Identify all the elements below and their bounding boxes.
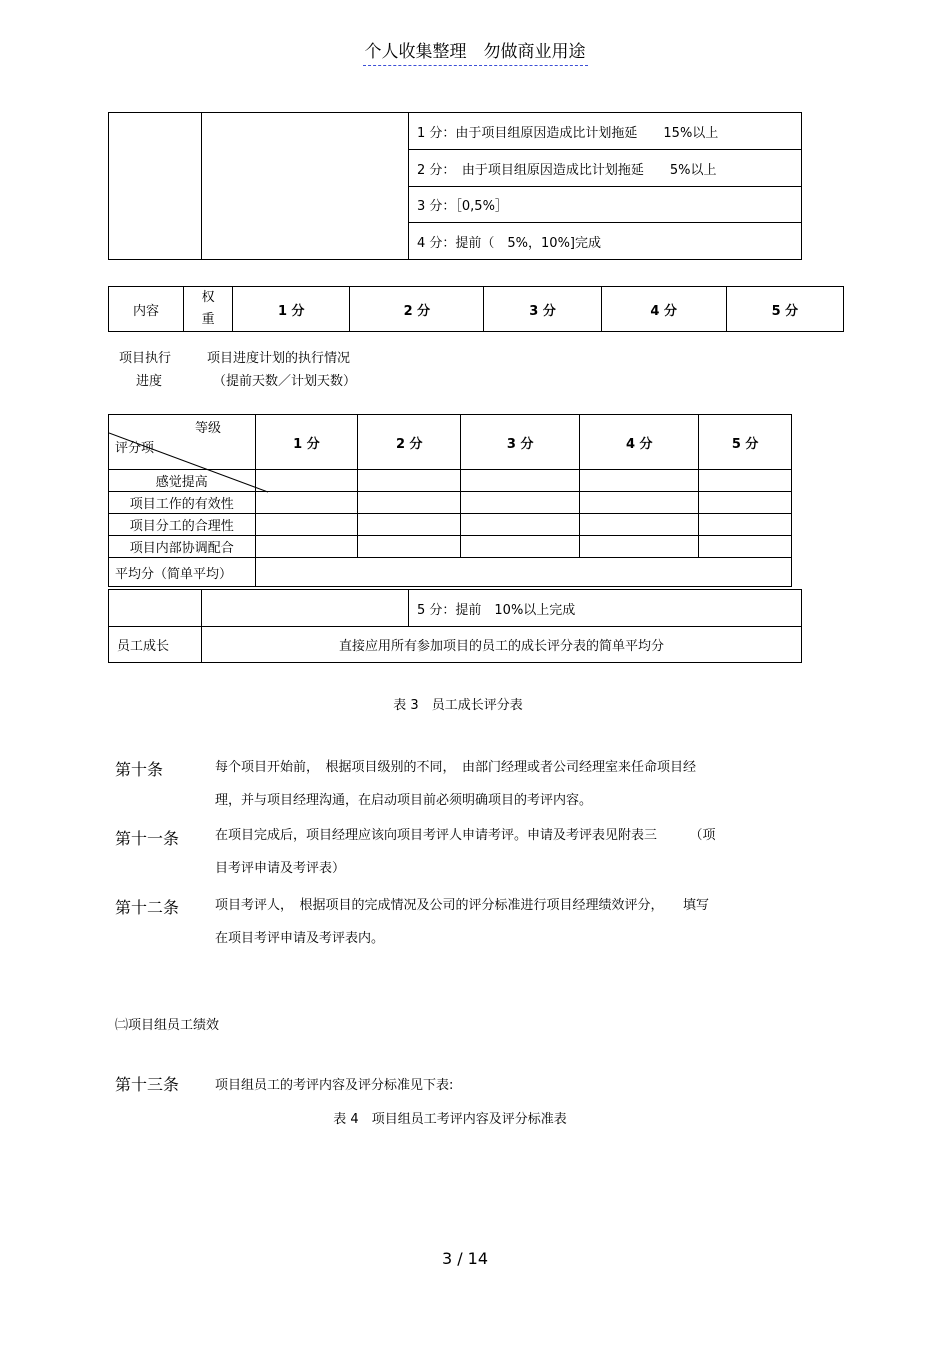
table-caption-3: 表 3 员工成长评分表: [393, 698, 523, 713]
table-caption-4: 表 4 项目组员工考评内容及评分标准表: [333, 1112, 567, 1127]
weight-header: 权 重: [184, 287, 233, 332]
growth-col-5: 5 分: [699, 415, 792, 470]
article-12-label: 第十二条: [115, 898, 180, 917]
growth-col-3: 3 分: [461, 415, 580, 470]
col-5-header: 5 分: [726, 287, 843, 332]
header-text: 个人收集整理 勿做商业用途: [363, 42, 588, 66]
article-11-text: 在项目完成后，项目经理应该向项目考评人申请考评。申请及考评表见附表三 （项 目考评申请及考评表）: [215, 828, 716, 876]
growth-table: [108, 414, 792, 587]
article-10-text: 每个项目开始前， 根据项目级别的不同， 由部门经理或者公司经理室来任命项目经 理，并与项目经理沟通，在启动项目前必须明确项目的考评内容。: [215, 760, 697, 808]
avg-value: [255, 558, 791, 587]
score-row-4: 4 分：提前（ 5%，10%]完成: [409, 223, 802, 260]
article-12-text: 项目考评人， 根据项目的完成情况及公司的评分标准进行项目经理绩效评分， 填写 在项目考评申请及考评表内。: [215, 898, 710, 946]
score-row-1: 1 分：由于项目组原因造成比计划拖延 15%以上: [409, 113, 802, 150]
growth-col-4: 4 分: [580, 415, 699, 470]
growth-row-label: 项目内部协调配合: [109, 536, 256, 558]
progress-desc: 项目进度计划的执行情况 （提前天数／计划天数）: [207, 351, 357, 389]
empty-cell: [202, 113, 409, 260]
content-header: 内容: [109, 287, 184, 332]
corner-left-label: 评分项: [115, 441, 155, 456]
empty-cell: [109, 113, 202, 260]
page-header: [0, 40, 950, 64]
growth-row-label: 项目工作的有效性: [109, 492, 256, 514]
growth-desc: 直接应用所有参加项目的员工的成长评分表的简单平均分: [202, 627, 802, 663]
corner-top-label: 等级: [195, 421, 222, 436]
col-1-header: 1 分: [233, 287, 350, 332]
col-2-header: 2 分: [350, 287, 484, 332]
empty-cell: [202, 590, 409, 627]
article-13-text: 项目组员工的考评内容及评分标准见下表:: [215, 1078, 454, 1093]
avg-label: 平均分（简单平均）: [109, 558, 256, 587]
score-header-table: [108, 286, 844, 332]
progress-label: 项目执行 进度: [119, 351, 172, 389]
article-10-label: 第十条: [115, 760, 164, 779]
growth-col-2: 2 分: [358, 415, 461, 470]
article-11-label: 第十一条: [115, 829, 180, 848]
score-row-5: 5 分：提前 10%以上完成: [409, 590, 802, 627]
table-top: [108, 112, 802, 260]
corner-header: [109, 415, 256, 470]
page-number: 3 / 14: [441, 1249, 489, 1268]
score-row-2: 2 分： 由于项目组原因造成比计划拖延 5%以上: [409, 150, 802, 187]
growth-row-label: 感觉提高: [109, 470, 256, 492]
empty-cell: [109, 590, 202, 627]
growth-label: 员工成长: [109, 627, 202, 663]
section-title: ㈡项目组员工绩效: [115, 1018, 220, 1033]
growth-col-1: 1 分: [255, 415, 358, 470]
article-13-label: 第十三条: [115, 1075, 180, 1094]
score-row-3: 3 分：［0,5%］: [409, 187, 802, 223]
bottom-table: [108, 589, 802, 663]
col-3-header: 3 分: [484, 287, 601, 332]
col-4-header: 4 分: [601, 287, 726, 332]
growth-row-label: 项目分工的合理性: [109, 514, 256, 536]
